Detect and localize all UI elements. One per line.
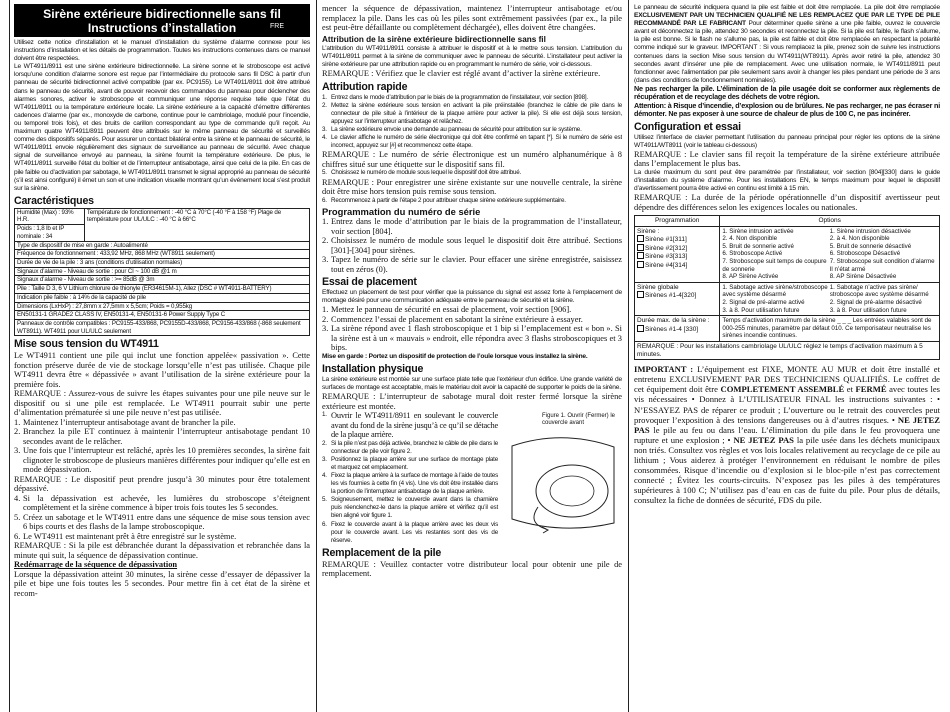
column-divider-1	[316, 0, 317, 712]
serial-heading: Programmation du numéro de série	[322, 205, 481, 217]
config-remark: REMARQUE : Le clavier sans fil reçoit la température de la sirène extérieure attribuée dans l’emplacement le plus bas.	[634, 149, 940, 169]
specifications-table	[14, 208, 310, 337]
spec-battery-life: Durée de vie de la pile : 3 ans (conditions d’utilisation normales)	[15, 259, 310, 268]
language-tag: FRE	[270, 23, 284, 30]
battery-replacement-heading: Remplacement de la pile	[322, 546, 442, 559]
left-margin-rule	[9, 0, 10, 712]
figure-1	[502, 411, 622, 536]
quick-enroll-heading: Attribution rapide	[322, 80, 408, 93]
document-title	[14, 4, 310, 37]
spec-battery: Pile : Taille D 3, 6 V Lithium chlorure de thionyle (ER34615M-1), Allez (DSC # WT4911-BATTERY)	[15, 285, 310, 294]
spec-sound-1: Signaux d’alarme - Niveau de sortie : pour CI ~ 100 dB @1 m	[15, 267, 310, 276]
physical-install-heading: Installation physique	[322, 362, 424, 375]
list-item: 4. Si la dépassivation est achevée, les lumières du stroboscope s’éteignent complètement et la sirène commence à biper trois fois toutes les 5 secondes.	[14, 493, 310, 513]
battery-warning: Ne pas recharger la pile. L’élimination de la pile usagée doit se conformer aux règlements de récupération et de recyclage des déchets de votre région.	[634, 83, 940, 102]
spec-compatible-panels: Panneaux de contrôle compatibles : PC9155-433/868, PC9155D-433/868, PC9156-433/868 (-868 seulement WT8911). WT4911 pour UL/ULC seulement	[15, 319, 310, 335]
cover-open-diagram	[502, 411, 622, 536]
spec-device-type: Type de dispositif de mise en garde : Autoalimenté	[15, 241, 310, 250]
serial-steps	[322, 217, 622, 274]
checkbox-icon	[637, 291, 644, 298]
power-up-remark: REMARQUE : Assurez-vous de suivre les étapes suivantes pour une pile neuve sur le dispositif ou si une pile est remplacée. Le WT4911 pourrait subir une perte d’alimentation prématurée si une pile neuve n’est pas utilisée.	[14, 389, 310, 418]
spec-frequency: Fréquence de fonctionnement : 433,92 MHz, 868 MHz (WT8911 seulement)	[15, 250, 310, 259]
list-item: 4. Le clavier affiche le numéro de série électronique qui doit être confirmé en tapant [*]. Si le numéro de série est incorrect, appuyez sur [#] et recommencez cette étape.	[322, 134, 622, 150]
list-item: 1. Maintenez l’interrupteur antisabotage avant de brancher la pile.	[14, 417, 236, 427]
physical-install-remark: REMARQUE : L’interrupteur de sabotage mural doit rester fermé lorsque la sirène extérieure est montée.	[322, 392, 622, 411]
list-item: 5. Choisissez le numéro de module sous lequel le dispositif doit être attribué.	[322, 169, 522, 177]
column-3	[634, 4, 940, 708]
ul-remark: REMARQUE : Pour les installations cambriolage UL/ULC réglez le temps d’activation maximum à 5 minutes.	[635, 341, 940, 359]
quick-enroll-steps	[322, 94, 622, 151]
header-programming: Programmation	[635, 216, 720, 227]
global-siren-options: 1. Sabotage active sirène/stroboscope avec système désarmé 1. Sabotage n’active pas sirène/ stroboscope avec système désarmé 2. Signal de pré-alarme activé 2. Signal de pré-alarme désactivé 3. à 8. Pour utilisation future 3. à 8. Pour utilisation future	[720, 282, 940, 315]
spec-humidity: Humidité (Max) : 93% H.R.	[15, 208, 85, 224]
power-up-heading: Mise sous tension du WT4911	[14, 338, 159, 351]
column-2	[322, 4, 622, 708]
enrollment-text: L’attribution du WT4911/8911 consiste à attribuer le dispositif et à le mettre sous tension. L’attribution du WT4911/8911 permet à la sirène de communiquer avec le panneau de sécurité. L’installateur peut activer la sirène extérieure par une attribution rapide ou en programmant le numéro de série, voir ci-dessous.	[322, 45, 622, 69]
restart-continued: mencer la séquence de dépassivation, maintenez l’interrupteur antisabotage et/ou remplacez la pile. Dans les cas où les piles sont extrêmement passivées (par ex., la pile est peut-être défaillante ou complètement déchargée), elles doivent être changées.	[322, 4, 622, 32]
list-item: 2. Commencez l’essai de placement en sabotant la sirène extérieure à essayer.	[322, 314, 583, 324]
list-item: 3. La sirène répond avec 1 flash stroboscopique et 1 bip si l’emplacement est « bon ». Si la sirène est à un « mauvais » endroit, elle répondra avec 3 flashs stroboscopiques et 3 bips.	[322, 324, 622, 353]
list-item: 1. Ouvrir le WT4911/8911 en soulevant le couvercle avant du fond de la sirène jusqu’à ce qu’il se détache de la plaque arrière.	[322, 411, 498, 440]
power-up-steps-2	[14, 494, 310, 542]
characteristics-heading: Caractéristiques	[14, 194, 94, 207]
enrollment-remark: REMARQUE : Vérifiez que le clavier est réglé avant d’activer la sirène extérieure.	[322, 69, 601, 79]
list-item: 1. Entrez dans le mode d’attribution par le biais de la programmation de l’installateur, voir section [804].	[322, 217, 622, 236]
list-item: 3. La sirène extérieure envoie une demande au panneau de sécurité pour attribution sur le système.	[322, 126, 582, 134]
list-item: 2. Si la pile n’est pas déjà activée, branchez le câble de pile dans le connecteur de pile voir figure 2.	[322, 439, 498, 455]
list-item: 2. Choisissez le numéro de module sous lequel le dispositif doit être attribué. Sections [301]-[304] pour sirènes.	[322, 236, 622, 255]
list-item: 4. Fixez la plaque arrière à la surface de montage à l’aide de toutes les vis fournies à cette fin (4 vis). Une vis doit être installée dans la portion de l’interrupteur antisabotage de la plaque arrière.	[322, 471, 498, 496]
placement-test-heading: Essai de placement	[322, 276, 417, 289]
list-item: 1. Mettez le panneau de sécurité en essai de placement, voir section [906].	[322, 305, 572, 315]
power-up-text: Le WT4911 contient une pile qui inclut une fonction appelée« passivation ». Cette fonction préserve durée de vie de stockage lorsqu’elle n’est pas utilisée. Chaque pile WT4911 devra être « dépassivée » avant l’utilisation de la sirène extérieure pour la première fois.	[14, 351, 310, 389]
quick-enroll-remark-2: REMARQUE : Pour enregistrer une sirène existante sur une nouvelle centrale, la sirène doit être mise hors tension puis remise sous tension.	[322, 177, 622, 197]
list-item: 2. Branchez la pile ET continuez à maintenir l’interrupteur antisabotage pendant 10 secondes avant de le relâcher.	[14, 427, 310, 446]
title-line-1: Sirène extérieure bidirectionnelle sans fil	[43, 7, 281, 21]
options-table	[634, 215, 940, 360]
quick-enroll-remark: REMARQUE : Le numéro de série électronique est un numéro alphanumérique à 8 chiffres situé sur une étiquette sur le dispositif sans fil.	[322, 150, 622, 169]
siren-row-label: Sirène : Sirène #1[311] Sirène #2[312] Sirène #3[313] Sirène #4[314]	[635, 226, 720, 282]
checkbox-icon	[637, 261, 644, 268]
list-item: 5. Créez un sabotage et le WT4911 entre dans une séquence de mise sous tension avec 6 bips courts et des flashs de la lampe stroboscopique.	[14, 512, 310, 532]
list-item: 6. Fixez le couvercle avant à la plaque arrière avec les deux vis pour le couvercle avant. Les vis restantes sont des vis de réserve.	[322, 520, 498, 544]
list-item: 6. Le WT4911 est maintenant prêt à être enregistré sur le système.	[14, 531, 237, 541]
max-duration-label: Durée max. de la sirène : Sirènes #1-4 [330]	[635, 316, 720, 342]
global-siren-label: Sirène globale Sirènes #1-4[320]	[635, 282, 720, 315]
list-item: 3. Une fois que l’interrupteur est relâché, après les 10 premières secondes, la sirène fait clignoter le stroboscope de plusieurs manières différentes pour indiquer qu’elle est en mode dépassivation.	[14, 446, 310, 475]
config-text: Utilisez l’interface de clavier permettant l’utilisation du panneau principal pour régler les options de la sirène WT4911/WT8911 (voir le tableau ci-dessous)	[634, 133, 940, 149]
fire-warning: Attention: à Risque d’incendie, d’explosion ou de brûlures. Ne pas recharger, ne pas écraser ni démonter. Ne pas exposer à une source de chaleur de plus de 100 C, ne pas incinérer.	[634, 100, 940, 119]
hearing-warning: Mise en garde : Portez un dispositif de protection de l’ouïe lorsque vous installez la sirène.	[322, 352, 588, 360]
spec-en-standards: EN50131-1 GRADE2 CLASS IV, EN50131-4, EN50131-6 Power Supply Type C	[15, 311, 310, 320]
important-notice: IMPORTANT : L’équipement est FIXE, MONTE AU MUR et doit être installé et entretenu EXCLUSIVEMENT PAR DES TECHNICIENS QUALIFIÉS. Le coffret de cet équipement doit être COMPLETEMENT ASSEMBLÉ et FERMÉ avec toutes les vis nécessaires • Donnez à L’UTILISATEUR FINAL les instructions suivantes : • N’ESSAYEZ PAS de réparer ce produit ; L’ouverture ou le retrait des couvercles peut provoquer l’exposition à des tensions dangereuses ou à d’autres risques. • NE JETEZ PAS le pile au feu ou dans l’eau. L’élimination du pile dans le feu provoquera une rupture et une explosion ; • NE JETEZ PAS la pile usée dans les déchets municipaux non triés. Consultez vos règles et vos lois locales relativement au recyclage de ce pile au lithium ; Vous aiderez à protéger l’environnement en réduisant le nombre de piles consommées. Risque d’incendie ou d’explosion si le bloc-pile n’est pas correctement connecté ; Évitez les courts-circuits. N’exposez pas les piles à des températures supérieures à 100 C; N’utilisez pas d’eau en cas de fuite du pile. Pour plus de détails, consultez la fiche de données de sécurité, FDS du pile.	[634, 364, 940, 506]
spec-weight: Poids : 1,8 lb et IP nominale : 34	[15, 225, 85, 241]
config-heading: Configuration et essai	[634, 120, 741, 133]
list-item: 5. Soigneusement, mettez le couvercle avant dans la charnière puis réenclenchez-le dans la plaque arrière et vérifiez qu’il est bien aligné voir figure 1.	[322, 496, 498, 520]
intro-paragraph: Utilisez cette notice d’installation et le manuel d’installation du système d’alarme connexe pour les instructions d’installation et les détails de programmation. Toutes les instructions contenues dans ce manuel doivent être respectées.	[14, 39, 310, 63]
checkbox-icon	[637, 252, 644, 259]
placement-text: Effectuez un placement de test pour vérifier que la puissance du signal est assez forte à l’emplacement de montage désiré pour une communication adéquate entre le panneau de sécurité et la sirène.	[322, 289, 622, 305]
power-up-remark-3: REMARQUE : Si la pile est débranchée durant la dépassivation et rebranchée dans la minute qui suit, la séquence de dépassivation continue.	[14, 541, 310, 560]
description-paragraph: Le WT4911/8911 est une sirène extérieure bidirectionnelle. La sirène sonne et le stroboscope est activé lorsqu’une condition d’alarme sonore est reçue par l’intermédiaire du protocole sans fil DSC à partir d’un panneau de sécurité bidirectionnel activé compatible (par ex. PC9155). Le WT4911/8911 doit être attribué dans le panneau de sécurité, avant de pouvoir recevoir des commandes du panneau pour déclencher des alarmes sonores, activer le stroboscope et communiquer une réponse requise telle que l’état du WT4911/8911 ou la température extérieure locale. La sirène extérieure a la capacité d’émettre différentes cadences d’alarme (par ex., monoxyde de carbone, continue pour le cambriolage, modulé pour l’incendie, ou temporel trois fois), et des bruits de carillon correspondant au type de commande qu’il reçoit. Au maximum quatre WT4911/8911 peuvent être attribués sur le même panneau de sécurité et surveillés comme des dispositifs séparés. Pour assurer un contact bilatéral entre la sirène et le panneau de sécurité, le WT4911/8911 envoie régulièrement des signaux de surveillance au panneau de sécurité. Avec chaque signal de surveillance envoyé au panneau, la sirène fournit la température extérieure. De plus, le WT4911/8911 surveille l’état du boîtier et de l’interrupteur antisabotage, ainsi que celui de la pile. En cas de pile faible ou d’activation par sabotage, le WT4911/8911 transmet le signal approprié au panneau de sécurité (s’il est ainsi configuré) il émet un son et une indication visuelle montrant qu’un événement local s’est produit sur la sirène.	[14, 63, 310, 192]
list-item: 1. Entrez dans le mode d’attribution par le biais de la programmation de l’installateur, voir section [898].	[322, 93, 588, 101]
list-item: 2. Mettez la sirène extérieure sous tension en activant la pile préinstallée (branchez le câble de pile dans le connecteur de pile situé à l’intérieur de la plaque arrière pour activer la pile). Si elle est déjà sous tension, appuyez sur l’interrupteur antisabotage et relâchez.	[322, 101, 622, 126]
checkbox-icon	[637, 325, 644, 332]
figure-caption: Figure 1. Ouvrir (Fermer) le couvercle avant	[542, 413, 616, 427]
restart-heading: Redémarrage de la séquence de dépassivation	[14, 560, 178, 570]
spec-dimensions: Dimensions (LxHxP) : 27,8mm x 27,5mm x 5,5cm; Poids = 0,955kg	[15, 302, 310, 311]
config-remark-2: REMARQUE : La durée de la période opérationnelle d’un dispositif avertisseur peut dépendre des différences selon les exigences locales ou nationales.	[634, 193, 940, 212]
header-options: Options	[720, 216, 940, 227]
max-duration-options: Temps d’activation maximum de la sirène _ _ _ Les entrées valables sont de 000-255 minutes, paramètre par défaut 010. Ce temporisateur neutralise les sirènes incendie continues.	[720, 316, 940, 342]
column-1	[14, 4, 310, 708]
checkbox-icon	[637, 235, 644, 242]
config-text-2: La durée maximum du sont peut être paramétrée par l’installateur, voir section [804][330] dans le guide d’installation du système d’alarme. Pour les installations EN, le temps maximum pour lequel le dispositif d’avertissement pourra être activé en continu est limité à 15 min.	[634, 168, 940, 192]
power-up-remark-2: REMARQUE : Le dispositif peut prendre jusqu’à 30 minutes pour être totalement dépassivé.	[14, 474, 310, 494]
restart-text: Lorsque la dépassivation atteint 30 minutes, la sirène cesse d’essayer de dépassiver la pile et bipe une fois toutes les 5 secondes. Pour mettre fin à cet état de la sirène et recom-	[14, 569, 310, 598]
checkbox-icon	[637, 244, 644, 251]
title-line-2: Instructions d’installation	[87, 21, 237, 35]
list-item: 6. Recommencez à partir de l’étape 2 pour attribuer chaque sirène extérieure supplémentaire.	[322, 196, 566, 204]
physical-install-text: La sirène extérieure est montée sur une surface plate telle que l’extérieur d’un édifice. Une grande variété de surfaces de montage est acceptable, mais le matériau doit avoir la capacité de supporter le poids de la sirène.	[322, 375, 622, 391]
list-item: 3. Tapez le numéro de série sur le clavier. Pour effacer une sirène enregistrée, saisissez tout en zéros (0).	[322, 255, 622, 274]
enrollment-heading: Attribution de la sirène extérieure bidirectionnelle sans fil	[322, 34, 546, 44]
battery-paragraph: Le panneau de sécurité indiquera quand la pile est faible et doit être remplacée. La pile doit être remplacée EXCLUSIVEMENT PAR UN TECHNICIEN QUALIFIÉ NE LES REMPLACEZ QUE PAR LE TYPE DE PILE RECOMMANDÉ PAR LE FABRICANT Pour déterminer quelle sirène a une pile faible, ouvrez le couvercle avant et déconnectez la pile, attendez 30 secondes et reconnectez la pile. Si la pile est faible, le flash s’allume, la pile est bonne. Si le flash ne s’allume pas, la pile est faible et doit être remplacée en respectant la polarité comme indiqué sur le graveur. IMPORTANT : Si vous remplacez la pile, prenez soin de suivre les instructions contenues dans la section Mise sous tension du WT4911(WT8911). Après avoir retiré la pile, attendez 30 secondes avant d’insérer une pile de remplacement. Avec une utilisation normale, le WT4911/8911 peut fonctionner avec l’alimentation par pile seulement sans avoir à changer les piles pendant une période de 3 ans (dans des conditions de fonctionnement nominales).	[634, 4, 940, 84]
placement-steps	[322, 305, 622, 353]
spec-low-battery: Indication pile faible : à 14% de la capacité de pile	[15, 293, 310, 302]
column-divider-2	[628, 0, 629, 712]
spec-temperature: Température de fonctionnement : -40 °C à 70°C (-40 °F à 158 °F) Plage de température pour UL/ULC : -40 °C à 66°C	[84, 208, 309, 241]
siren-row-options: 1. Sirène intrusion activée 1. Sirène intrusion désactivée 2. 4. Non disponible 2. à 4. Non disponible 5. Bruit de sonnerie activé 5. Bruit de sonnerie désactivé 6. Stroboscope Activé 6. Stroboscope Désactivé 7. Stroboscope suit temps de coupure de sonnerie 7. Stroboscope suit condition d’alarme Il n’état armé 8. AP Sirène Activée 8. AP Sirène Désactivée	[720, 226, 940, 282]
spec-sound-2: Signaux d’alarme - Niveau de sortie : >= 85dB @ 3m	[15, 276, 310, 285]
power-up-steps	[14, 418, 310, 475]
list-item: 3. Positionnez la plaque arrière sur une surface de montage plate et marquez cet emplacement.	[322, 455, 498, 471]
battery-replacement-remark: REMARQUE : Veuillez contacter votre distributeur local pour obtenir une pile de remplacement.	[322, 559, 622, 579]
